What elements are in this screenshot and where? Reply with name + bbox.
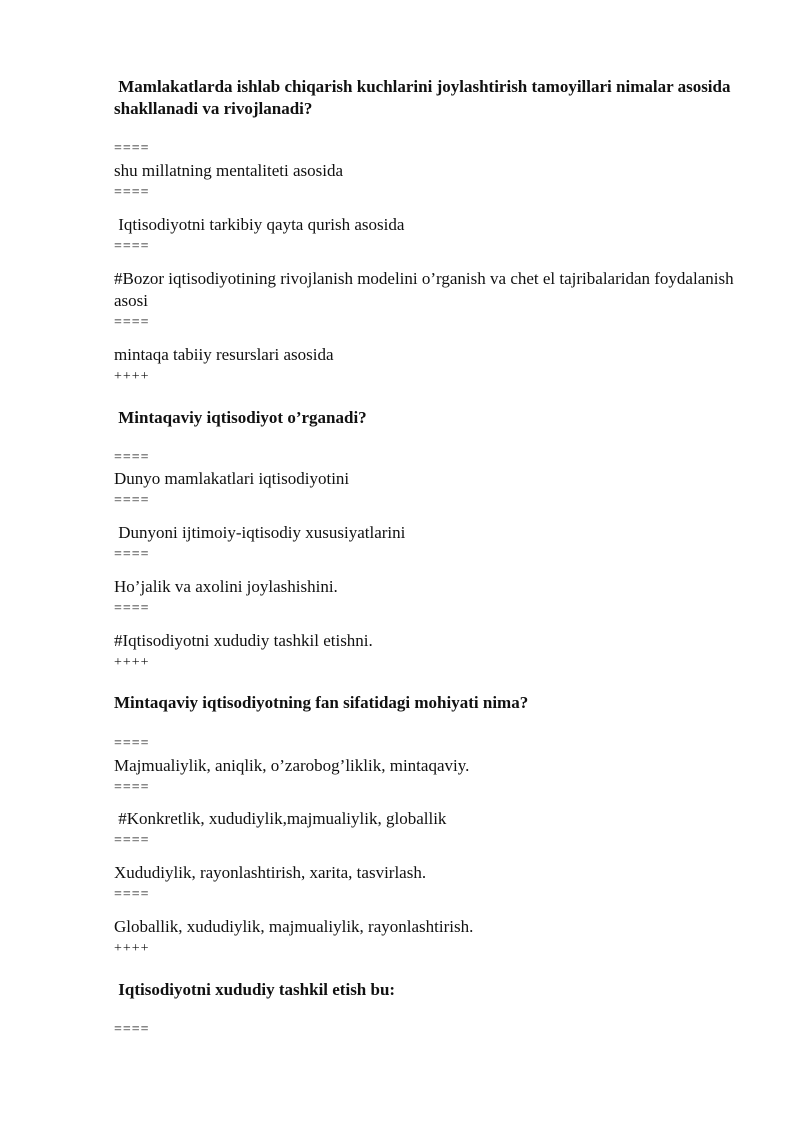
question-1-option-1: shu millatning mentaliteti asosida [114,161,343,180]
question-separator: ++++ [114,369,150,384]
question-3: Mintaqaviy iqtisodiyotning fan sifatidagi mohiyati nima? [114,693,529,712]
question-separator: ++++ [114,655,150,670]
question-4: Iqtisodiyotni xududiy tashkil etish bu: [114,980,396,999]
question-2-option-1: Dunyo mamlakatlari iqtisodiyotini [114,469,350,488]
option-separator: ==== [114,239,150,254]
option-separator: ==== [114,315,150,330]
question-1-option-3: #Bozor iqtisodiyotining rivojlanish modelini o’rganish va chet el tajribalaridan foydalanish asosi [114,269,738,310]
option-separator: ==== [114,141,150,156]
question-3-option-3: Xududiylik, rayonlashtirish, xarita, tasvirlash. [114,863,427,882]
question-separator: ++++ [114,941,150,956]
option-separator: ==== [114,1022,150,1037]
option-separator: ==== [114,547,150,562]
question-1: Mamlakatlarda ishlab chiqarish kuchlarini joylashtirish tamoyillari nimalar asosida shakllanadi va rivojlanadi? [114,77,735,118]
option-separator: ==== [114,887,150,902]
question-1-option-4: mintaqa tabiiy resurslari asosida [114,345,334,364]
option-separator: ==== [114,185,150,200]
option-separator: ==== [114,780,150,795]
option-separator: ==== [114,601,150,616]
question-1-option-2: Iqtisodiyotni tarkibiy qayta qurish asosida [114,215,405,234]
question-3-option-1: Majmualiylik, aniqlik, o’zarobog’liklik, mintaqaviy. [114,756,470,775]
option-separator: ==== [114,493,150,508]
question-3-option-4: Globallik, xududiylik, majmualiylik, rayonlashtirish. [114,917,474,936]
question-3-option-2: #Konkretlik, xududiylik,majmualiylik, globallik [114,809,447,828]
option-separator: ==== [114,736,150,751]
option-separator: ==== [114,450,150,465]
option-separator: ==== [114,833,150,848]
question-2-option-4: #Iqtisodiyotni xududiy tashkil etishni. [114,631,373,650]
question-2: Mintaqaviy iqtisodiyot o’rganadi? [114,408,367,427]
question-2-option-3: Ho’jalik va axolini joylashishini. [114,577,338,596]
question-2-option-2: Dunyoni ijtimoiy-iqtisodiy xususiyatlarini [114,523,406,542]
